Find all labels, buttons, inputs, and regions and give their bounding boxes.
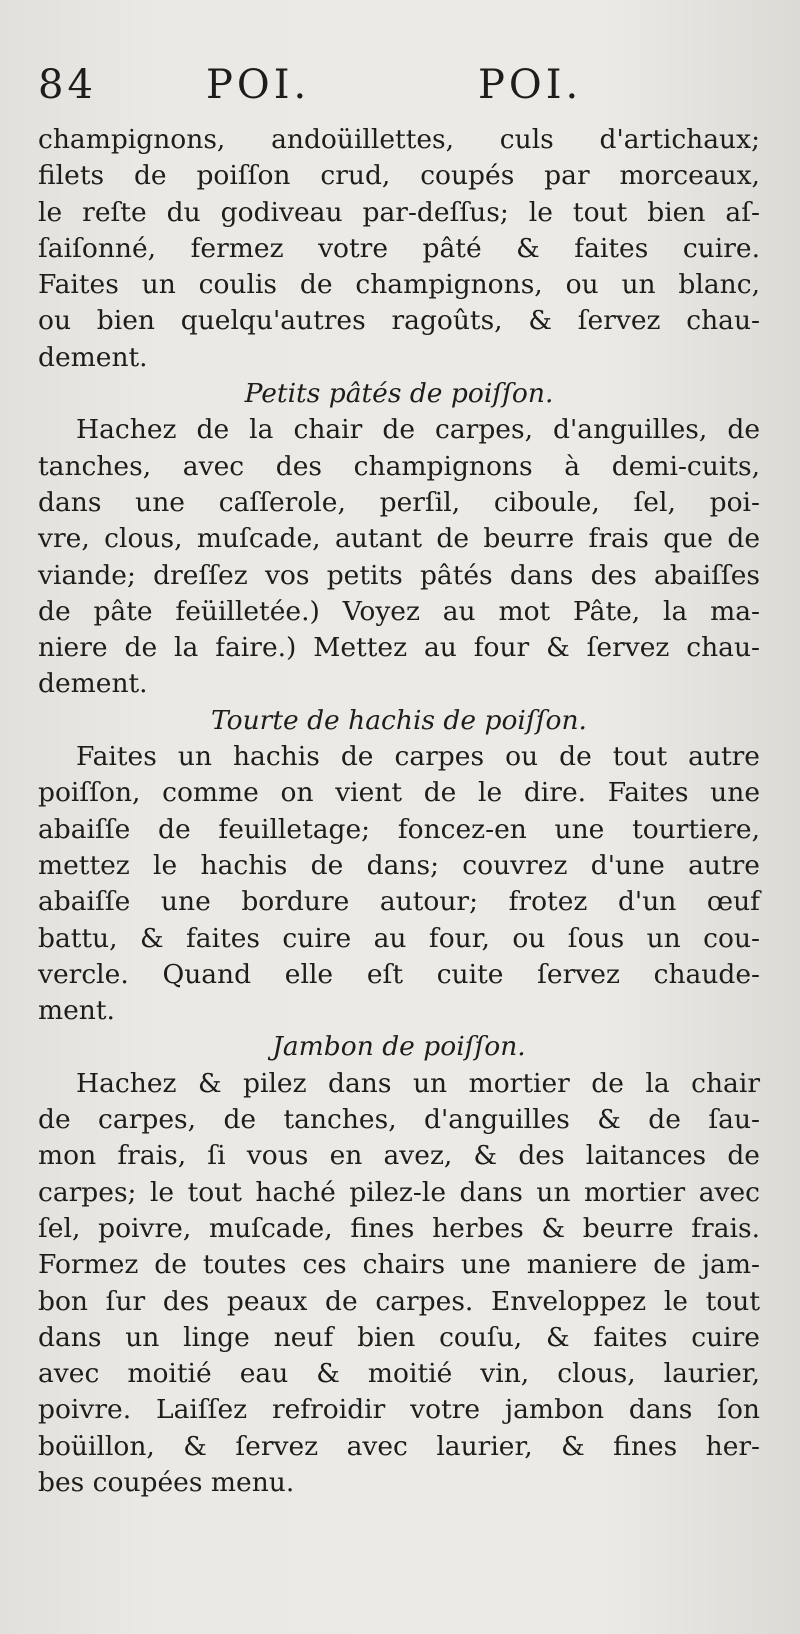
text-line: dans un linge neuf bien couſu, & faites cuire xyxy=(38,1321,760,1353)
text-body xyxy=(38,122,760,1501)
text-line: dans une caſſerole, perſil, ciboule, ſel, poi- xyxy=(38,486,760,518)
recipe-heading: Petits pâtés de poiſſon. xyxy=(244,378,554,410)
text-line: de carpes, de tanches, d'anguilles & de ſau- xyxy=(38,1104,760,1136)
text-line: Hachez de la chair de carpes, d'anguilles, de xyxy=(76,414,760,446)
text-line: champignons, andoüillettes, culs d'artichaux; xyxy=(38,124,760,155)
text-line: Faites un coulis de champignons, ou un blanc, xyxy=(38,269,760,301)
text-line: tanches, avec des champignons à demi-cuits, xyxy=(38,450,760,482)
text-line: dement. xyxy=(38,341,148,373)
text-line: mettez le hachis de dans; couvrez d'une autre xyxy=(38,849,760,881)
text-line: boüillon, & ſervez avec laurier, & fines her- xyxy=(38,1430,760,1462)
text-line: avec moitié eau & moitié vin, clous, laurier, xyxy=(38,1358,760,1390)
text-line: filets de poiſſon crud, coupés par morceaux, xyxy=(38,160,760,192)
recipe-heading: Tourte de hachis de poiſſon. xyxy=(211,704,587,736)
text-line: ſel, poivre, muſcade, fines herbes & beurre frais. xyxy=(38,1212,760,1244)
text-line: bes coupées menu. xyxy=(38,1466,295,1498)
text-line: Faites un hachis de carpes ou de tout autre xyxy=(76,741,760,773)
text-line: Hachez & pilez dans un mortier de la chair xyxy=(76,1067,760,1099)
text-line: ou bien quelqu'autres ragoûts, & ſervez chau- xyxy=(38,305,760,337)
text-line: de pâte feüilletée.) Voyez au mot Pâte, la ma- xyxy=(38,595,760,627)
text-line: abaiſſe une bordure autour; frotez d'un œuf xyxy=(38,886,760,918)
text-line: bon ſur des peaux de carpes. Enveloppez le tout xyxy=(38,1285,760,1317)
text-line: battu, & faites cuire au four, ou ſous un cou- xyxy=(38,922,760,954)
text-line: abaiſſe de feuilletage; foncez-en une tourtiere, xyxy=(38,813,760,845)
running-head-left: POI. xyxy=(206,62,311,108)
text-line: Formez de toutes ces chairs une maniere de jam- xyxy=(38,1249,760,1281)
running-header xyxy=(38,62,758,122)
text-line: viande; dreſſez vos petits pâtés dans des abaiſſes xyxy=(38,559,760,591)
text-line: poiſſon, comme on vient de le dire. Faites une xyxy=(38,777,760,809)
text-line: dement. xyxy=(38,668,148,700)
text-line: niere de la faire.) Mettez au four & ſervez chau- xyxy=(38,632,760,664)
text-line: le reſte du godiveau par-deſſus; le tout bien aſ- xyxy=(38,196,760,228)
text-line: carpes; le tout haché pilez-le dans un mortier avec xyxy=(38,1176,760,1208)
text-line: ment. xyxy=(38,995,115,1027)
running-head-right: POI. xyxy=(478,62,583,108)
page-number: 84 xyxy=(38,62,97,108)
text-line: ſaiſonné, fermez votre pâté & faites cuire. xyxy=(38,232,760,264)
text-line: vercle. Quand elle eſt cuite ſervez chaude- xyxy=(38,958,760,990)
text-line: poivre. Laiſſez refroidir votre jambon dans ſon xyxy=(38,1394,760,1426)
text-line: vre, clous, muſcade, autant de beurre frais que de xyxy=(38,523,760,555)
text-line: mon frais, ſi vous en avez, & des laitances de xyxy=(38,1140,760,1172)
recipe-heading: Jambon de poiſſon. xyxy=(272,1031,526,1063)
